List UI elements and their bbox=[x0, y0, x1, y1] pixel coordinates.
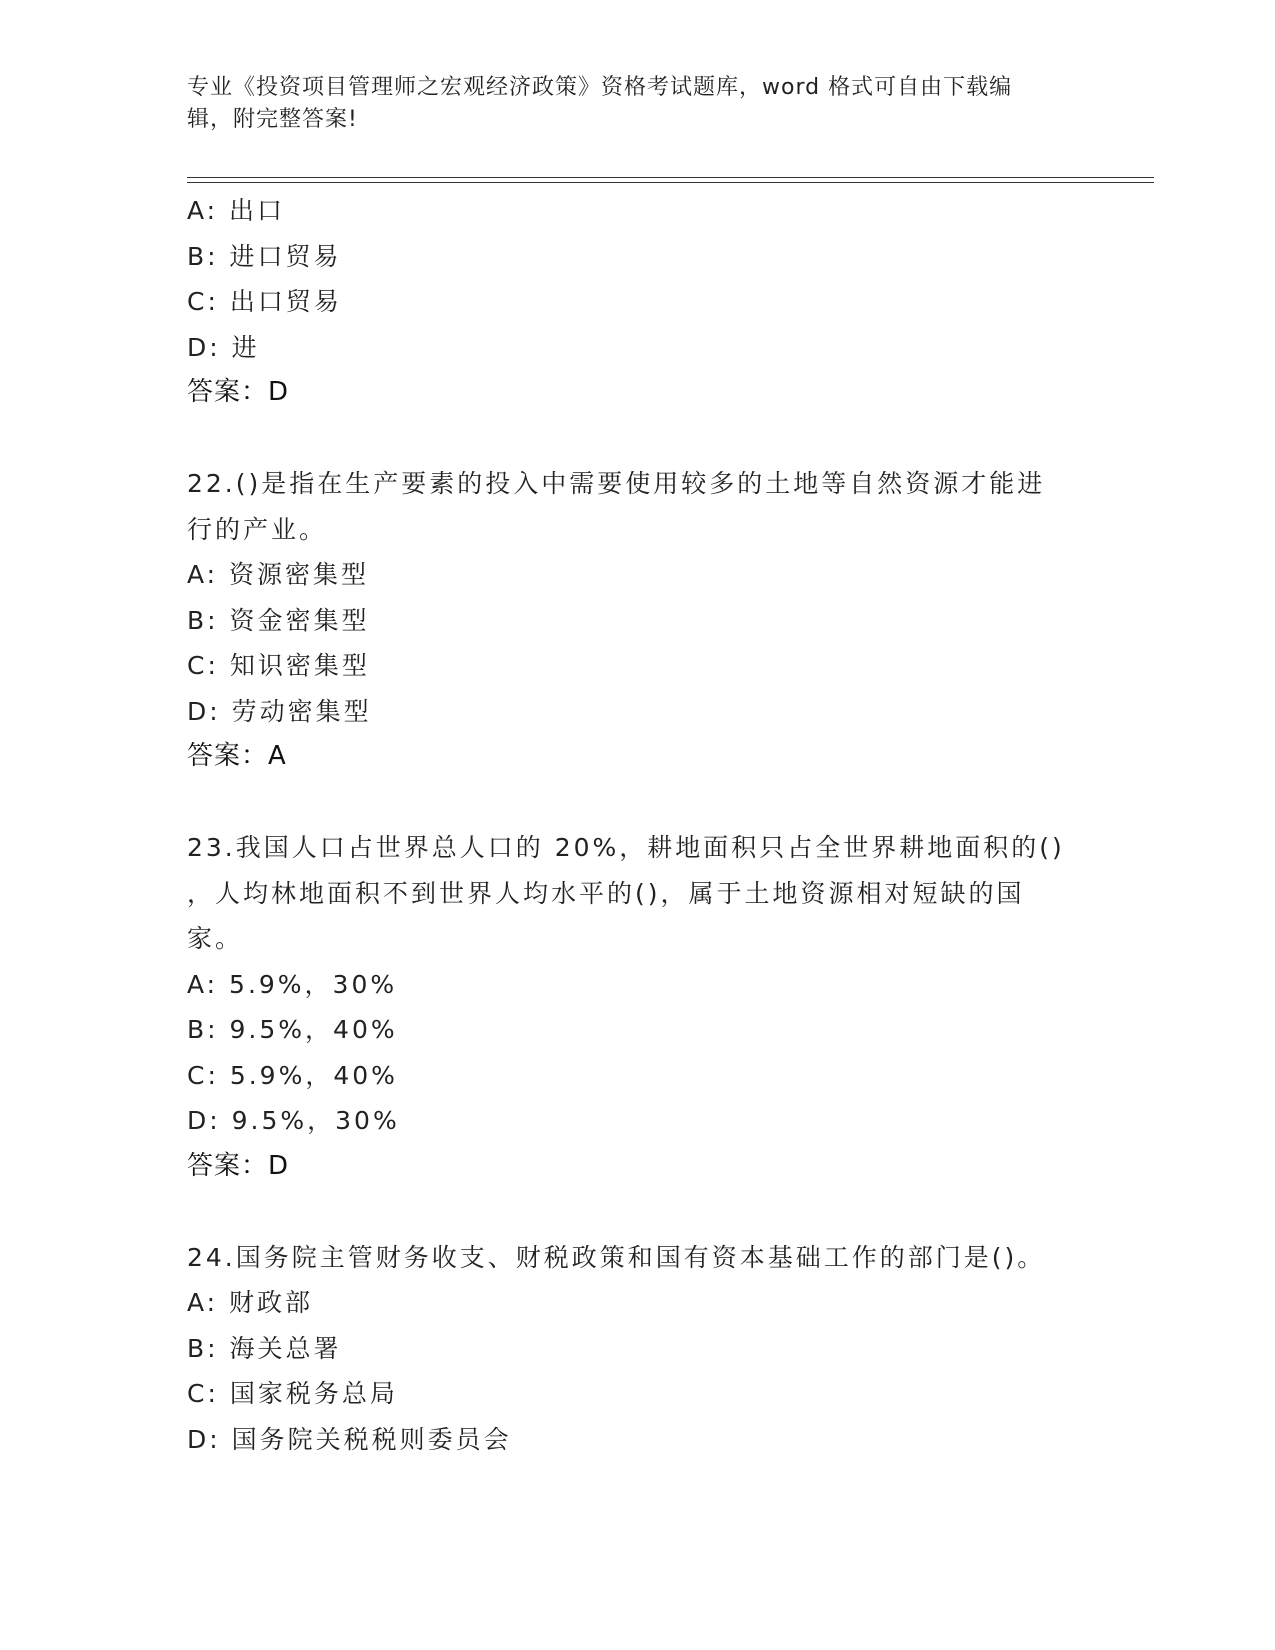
document-header bbox=[187, 72, 1067, 136]
question-23 bbox=[187, 825, 1087, 1189]
option-a: A: 资源密集型 bbox=[187, 560, 370, 589]
question-text-line: 家。 bbox=[187, 924, 244, 953]
option-c: C: 知识密集型 bbox=[187, 651, 370, 680]
option-b: B: 海关总署 bbox=[187, 1333, 342, 1363]
header-rule-top bbox=[187, 177, 1154, 178]
option-b: B: 9.5%，40% bbox=[187, 1015, 398, 1044]
option-a: A: 财政部 bbox=[187, 1288, 314, 1317]
answer: 答案：D bbox=[187, 1150, 290, 1181]
spacer bbox=[187, 1189, 1087, 1235]
option-d: D: 国务院关税税则委员会 bbox=[187, 1424, 512, 1454]
question-text-line: ，人均林地面积不到世界人均水平的()，属于土地资源相对短缺的国 bbox=[187, 878, 1025, 908]
option-b: B: 资金密集型 bbox=[187, 605, 370, 635]
option-b: B: 进口贸易 bbox=[187, 241, 342, 271]
option-a: A: 出口 bbox=[187, 196, 286, 225]
question-22 bbox=[187, 461, 1087, 780]
question-text-line: 行的产业。 bbox=[187, 514, 328, 544]
spacer bbox=[187, 416, 1087, 462]
answer: 答案：A bbox=[187, 741, 287, 771]
question-text-line: 24.国务院主管财务收支、财税政策和国有资本基础工作的部门是()。 bbox=[187, 1242, 1046, 1272]
question-24 bbox=[187, 1235, 1087, 1463]
question-21 bbox=[187, 188, 1087, 416]
header-line-2: 辑，附完整答案! bbox=[187, 107, 358, 132]
question-list bbox=[187, 188, 1087, 1462]
question-text-line: 23.我国人口占世界总人口的 20%，耕地面积只占全世界耕地面积的() bbox=[187, 833, 1065, 862]
option-d: D: 进 bbox=[187, 332, 260, 362]
option-a: A: 5.9%，30% bbox=[187, 969, 398, 999]
option-c: C: 5.9%，40% bbox=[187, 1060, 398, 1090]
question-text-line: 22.()是指在生产要素的投入中需要使用较多的土地等自然资源才能进 bbox=[187, 469, 1046, 498]
option-c: C: 国家税务总局 bbox=[187, 1379, 398, 1408]
spacer bbox=[187, 780, 1087, 826]
option-d: D: 劳动密集型 bbox=[187, 696, 372, 726]
option-d: D: 9.5%，30% bbox=[187, 1106, 400, 1135]
header-line-1: 专业《投资项目管理师之宏观经济政策》资格考试题库，word 格式可自由下载编 bbox=[187, 75, 1013, 100]
option-c: C: 出口贸易 bbox=[187, 287, 342, 316]
answer: 答案：D bbox=[187, 377, 290, 407]
header-rule-bottom bbox=[187, 182, 1154, 183]
